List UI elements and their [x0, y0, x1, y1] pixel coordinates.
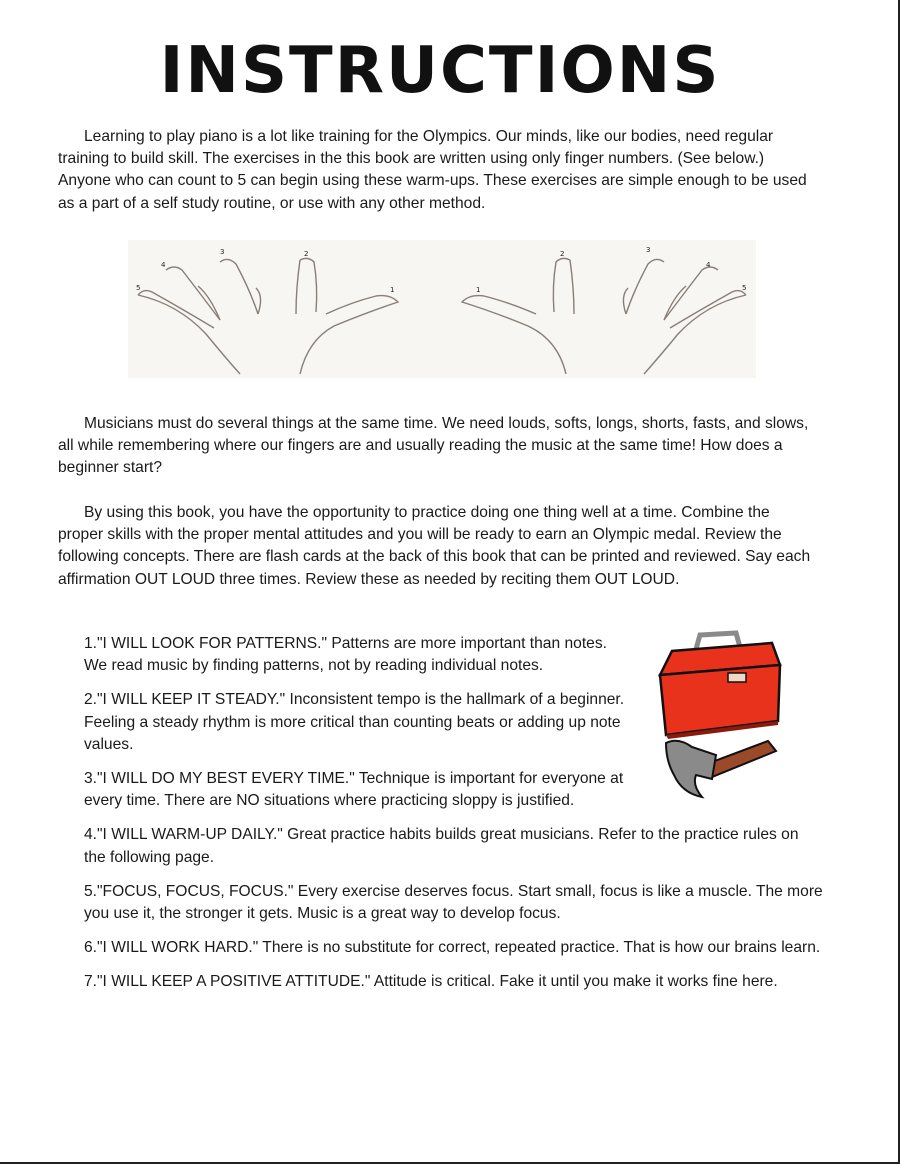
hands-finger-numbers-illustration [128, 240, 756, 378]
intro-paragraph: Learning to play piano is a lot like training for the Olympics. Our minds, like our bodies, need regular training to build skill. The exercises in the this book are written using only finger numbers. (See below.) Anyone who can count to 5 can begin using these warm-ups. These exercises are simple enough to be used as a part of a self study routine, or use with any other method. [58, 128, 807, 212]
page-title: INSTRUCTIONS [159, 34, 721, 108]
right-finger-label: 4 [706, 261, 711, 269]
right-finger-label: 3 [646, 246, 651, 254]
left-finger-label: 1 [390, 286, 395, 294]
right-finger-label: 1 [476, 286, 481, 294]
left-finger-label: 3 [220, 248, 225, 256]
right-finger-label: 2 [560, 250, 565, 258]
affirmation-item: 5."FOCUS, FOCUS, FOCUS." Every exercise deserves focus. Start small, focus is like a muscle. The more you use it, the stronger it gets. Music is a great way to develop focus. [84, 882, 823, 923]
left-finger-label: 4 [161, 261, 166, 269]
affirmation-item: 4."I WILL WARM-UP DAILY." Great practice habits builds great musicians. Refer to the practice rules on the following page. [84, 826, 799, 866]
left-finger-label: 5 [136, 284, 141, 292]
toolbox-icon [660, 633, 780, 739]
toolbox-hammer-illustration [652, 625, 784, 800]
affirmation-item: 1."I WILL LOOK FOR PATTERNS." Patterns are more important than notes. We read music by finding patterns, not by reading individual notes. [84, 635, 607, 675]
book-usage-paragraph: By using this book, you have the opportunity to practice doing one thing well at a time. Combine the proper skills with the proper mental attitudes and you will be ready to earn an Olympic medal. Review the following concepts. There are flash cards at the back of this book that can be printed and reviewed. Say each affirmation OUT LOUD three times. Review these as needed by reciting them OUT LOUD. [58, 504, 811, 588]
multitask-paragraph: Musicians must do several things at the same time. We need louds, softs, longs, shorts, fasts, and slows, all while remembering where our fingers are and usually reading the music at the same time! How does a beginner start? [58, 415, 809, 477]
affirmation-item: 2."I WILL KEEP IT STEADY." Inconsistent tempo is the hallmark of a beginner. Feeling a steady rhythm is more critical than counting beats or adding up note values. [84, 691, 625, 754]
hammer-icon [666, 741, 776, 797]
affirmation-item: 6."I WILL WORK HARD." There is no substitute for correct, repeated practice. That is how our brains learn. [84, 938, 821, 956]
left-finger-label: 2 [304, 250, 309, 258]
affirmation-item: 3."I WILL DO MY BEST EVERY TIME." Technique is important for everyone at every time. There are NO situations where practicing sloppy is justified. [84, 770, 624, 810]
affirmation-item: 7."I WILL KEEP A POSITIVE ATTITUDE." Attitude is critical. Fake it until you make it works fine here. [84, 972, 778, 990]
right-finger-label: 5 [742, 284, 747, 292]
